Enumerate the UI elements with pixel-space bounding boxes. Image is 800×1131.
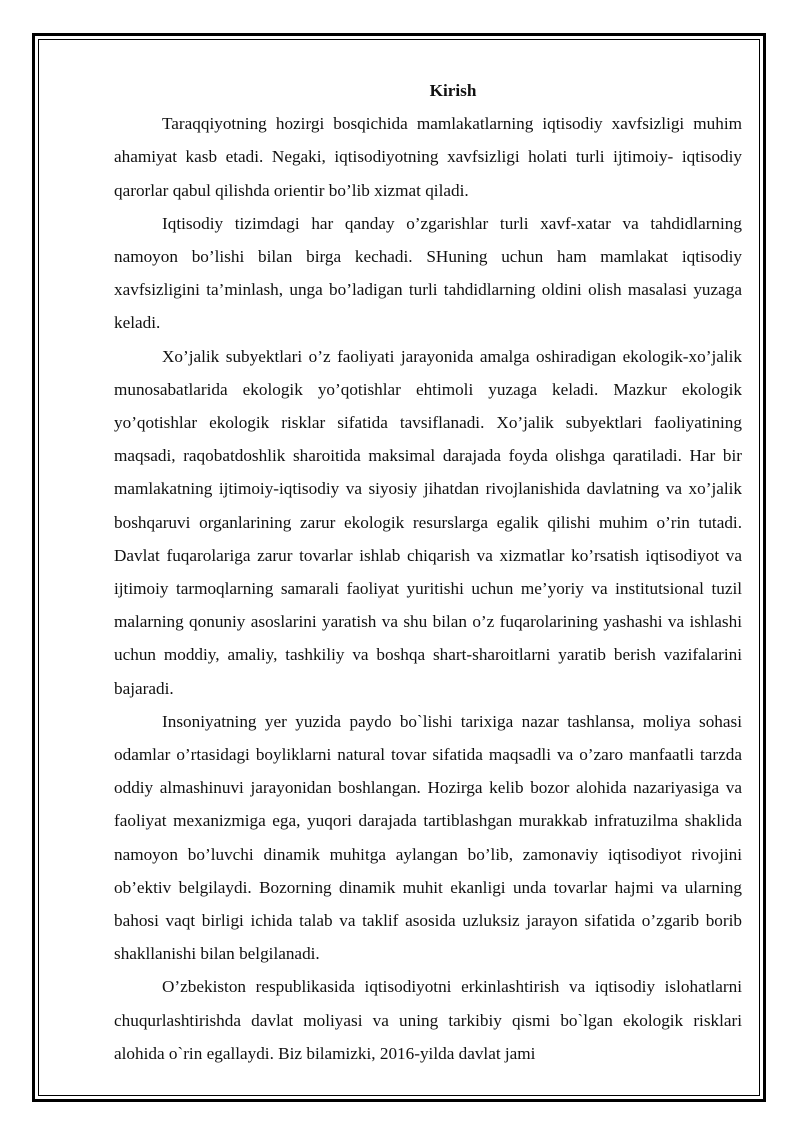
document-page [114, 74, 742, 1070]
document-title: Kirish [429, 81, 477, 100]
paragraph-2: Iqtisodiy tizimdagi har qanday o’zgarishlar turli xavf-xatar va tahdidlarning namoyon bo’lishi bilan birga kechadi. SHuning uchun ham mamlakat iqtisodiy xavfsizligini ta’minlash, unga bo’ladigan turli tahdidlarning oldini olish masalasi yuzaga keladi. [114, 213, 742, 333]
paragraph-4: Insoniyatning yer yuzida paydo bo`lishi tarixiga nazar tashlansa, moliya sohasi odamlar o’rtasidagi boyliklarni natural tovar sifatida maqsadli va o’zaro manfaatli tarzda oddiy almashinuvi jarayonidan boshlangan. Hozirga kelib bozor alohida nazariyasiga va faoliyat mexanizmiga ega, yuqori darajada tartiblashgan murakkab infratuzilma shaklida namoyon bo’luvchi dinamik muhitga aylangan bo’lib, zamonaviy iqtisodiyot rivojini ob’ektiv belgilaydi. Bozorning dinamik muhit ekanligi unda tovarlar hajmi va ularning bahosi vaqt birligi ichida talab va taklif asosida uzluksiz jarayon sifatida o’zgarib borib shakllanishi bilan belgilanadi. [114, 711, 742, 964]
paragraph-3: Xo’jalik subyektlari o’z faoliyati jarayonida amalga oshiradigan ekologik-xo’jalik munosabatlarida ekologik yo’qotishlar ehtimoli yuzaga keladi. Mazkur ekologik yo’qotishlar ekologik risklar sifatida tavsiflanadi. Xo’jalik subyektlari faoliyatining maqsadi, raqobatdoshlik sharoitida maksimal darajada foyda olishga qaratiladi. Har bir mamlakatning ijtimoiy-iqtisodiy va siyosiy jihatdan rivojlanishida davlatning va xo’jalik boshqaruvi organlarining zarur ekologik resurslarga egalik qilishi muhim o’rin tutadi. Davlat fuqarolariga zarur tovarlar ishlab chiqarish va xizmatlar ko’rsatish iqtisodiyot va ijtimoiy tarmoqlarning samarali faoliyat yuritishi uchun me’yoriy va institutsional tuzil malarning qonuniy asoslarini yaratish va shu bilan o’z fuqarolarining yashashi va ishlashi uchun moddiy, amaliy, tashkiliy va boshqa shart-sharoitlarni yaratib berish vazifalarini bajaradi. [114, 346, 742, 698]
paragraph-5: O’zbekiston respublikasida iqtisodiyotni erkinlashtirish va iqtisodiy islohatlarni chuqurlashtirishda davlat moliyasi va uning tarkibiy qismi bo`lgan ekologik risklari alohida o`rin egallaydi. Biz bilamizki, 2016-yilda davlat jami [114, 977, 742, 1063]
paragraph-1: Taraqqiyotning hozirgi bosqichida mamlakatlarning iqtisodiy xavfsizligi muhim ahamiyat kasb etadi. Negaki, iqtisodiyotning xavfsizligi holati turli ijtimoiy- iqtisodiy qarorlar qabul qilishda orientir bo’lib xizmat qiladi. [114, 114, 742, 200]
